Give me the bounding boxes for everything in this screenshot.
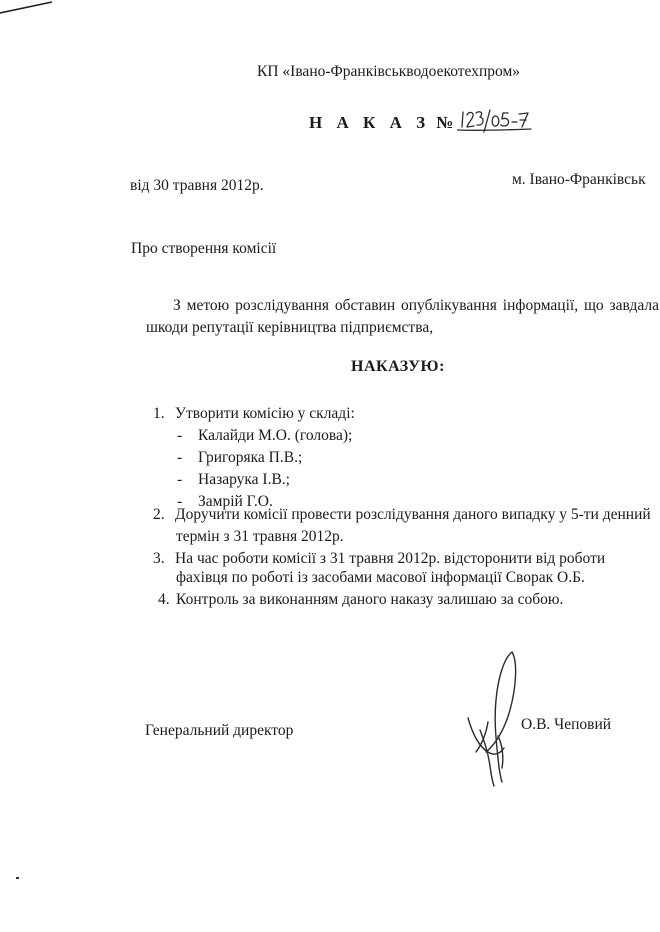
preamble-line-2: шкоди репутації керівництва підприємства,	[146, 319, 434, 336]
member-name: Замрій Г.О.	[198, 493, 273, 510]
dash-bullet: -	[177, 493, 183, 510]
order-heading: НАКАЗУЮ:	[351, 358, 445, 375]
signer-name: О.В. Чеповий	[521, 716, 612, 733]
dash-bullet: -	[177, 471, 183, 488]
list-item-text: Контроль за виконанням даного наказу залишаю за собою.	[176, 591, 564, 608]
member-item	[177, 470, 290, 490]
list-item-1	[153, 404, 355, 424]
signer-position: Генеральний директор	[145, 722, 294, 739]
list-item-number: 1.	[153, 405, 165, 422]
list-item-2	[153, 505, 651, 525]
handwritten-number-drawing	[457, 108, 533, 134]
list-item-4	[158, 590, 563, 610]
dash-bullet: -	[177, 449, 183, 466]
handwritten-order-number	[457, 108, 533, 134]
member-name: Григоряка П.В.;	[198, 449, 303, 466]
member-name: Калайди М.О. (голова);	[198, 427, 353, 444]
preamble-line-1: З метою розслідування обставин опублікування інформації, що завдала	[173, 297, 659, 314]
scan-corner-mark	[0, 0, 60, 14]
list-item-3-continuation: фахівця по роботі із засобами масової інформації Сворак О.Б.	[176, 569, 585, 586]
list-item-text: На час роботи комісії з 31 травня 2012р. відсторонити від роботи	[175, 550, 606, 567]
dash-bullet: -	[177, 427, 183, 444]
order-subject: Про створення комісії	[131, 240, 277, 257]
organization-name: КП «Івано-Франківськводоекотехпром»	[257, 63, 521, 80]
order-city: м. Івано-Франківськ	[512, 171, 646, 188]
member-name: Назарука І.В.;	[198, 471, 290, 488]
title-word: Н А К А З	[309, 113, 431, 132]
list-item-number: 2.	[153, 506, 165, 523]
order-date: від 30 травня 2012р.	[130, 177, 264, 194]
number-sign: №	[436, 113, 454, 132]
list-item-number: 4.	[158, 591, 170, 608]
list-item-text: Доручити комісії провести розслідування даного випадку у 5-ти денний	[175, 506, 651, 523]
list-item-2-continuation: термін з 31 травня 2012р.	[176, 528, 344, 545]
handwritten-signature	[458, 648, 524, 788]
list-item-text: Утворити комісію у складі:	[175, 405, 355, 422]
member-item	[177, 448, 302, 468]
list-item-number: 3.	[153, 550, 165, 567]
document-title	[309, 108, 533, 136]
scan-speck	[16, 877, 19, 879]
member-item	[177, 426, 352, 446]
list-item-3	[153, 549, 605, 569]
